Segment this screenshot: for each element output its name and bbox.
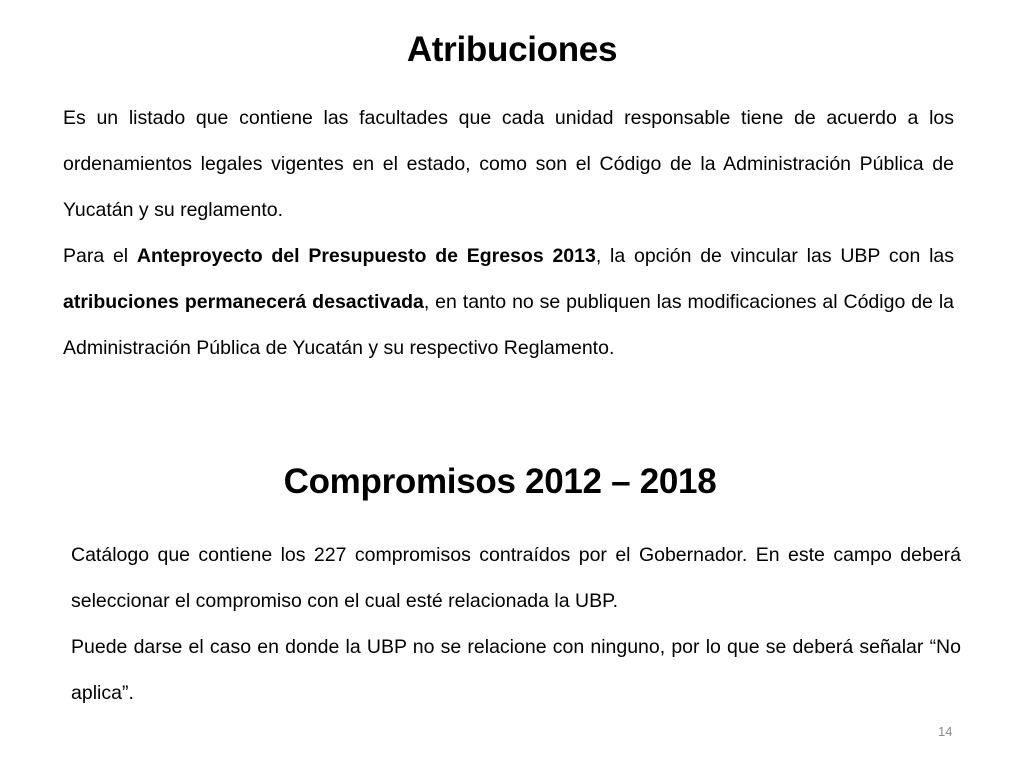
paragraph-compromisos-definition: Catálogo que contiene los 227 compromisos contraídos por el Gobernador. En este campo deberá seleccionar el compromiso con el cual esté relacionada la UBP. (71, 544, 961, 612)
page-number: 14 (938, 724, 953, 739)
section-title-atribuciones: Atribuciones (406, 30, 618, 69)
paragraph-text: , la opción de vincular las UBP con las (595, 245, 954, 267)
section-body-atribuciones (63, 95, 954, 371)
bold-text-anteproyecto: Anteproyecto del Presupuesto de Egresos 2013 (136, 245, 596, 267)
paragraph-text: Para el (63, 245, 137, 267)
paragraph-atribuciones-definition: Es un listado que contiene las facultades que cada unidad responsable tiene de acuerdo a los ordenamientos legales vigentes en el estado, como son el Código de la Administración Pública de Yucatán y su reglamento. (63, 107, 954, 221)
paragraph-text: , en tanto no se publiquen las modificaciones al Código de la Administración Pública de Yucatán y su respectivo Reglamento. (63, 291, 954, 359)
bold-text-desactivada: atribuciones permanecerá desactivada (63, 291, 424, 313)
paragraph-compromisos-note: Puede darse el caso en donde la UBP no se relacione con ninguno, por lo que se deberá señalar “No aplica”. (71, 636, 961, 704)
paragraph-atribuciones-note (63, 233, 954, 371)
section-body-compromisos (71, 532, 961, 716)
section-title-compromisos: Compromisos 2012 – 2018 (283, 462, 717, 501)
